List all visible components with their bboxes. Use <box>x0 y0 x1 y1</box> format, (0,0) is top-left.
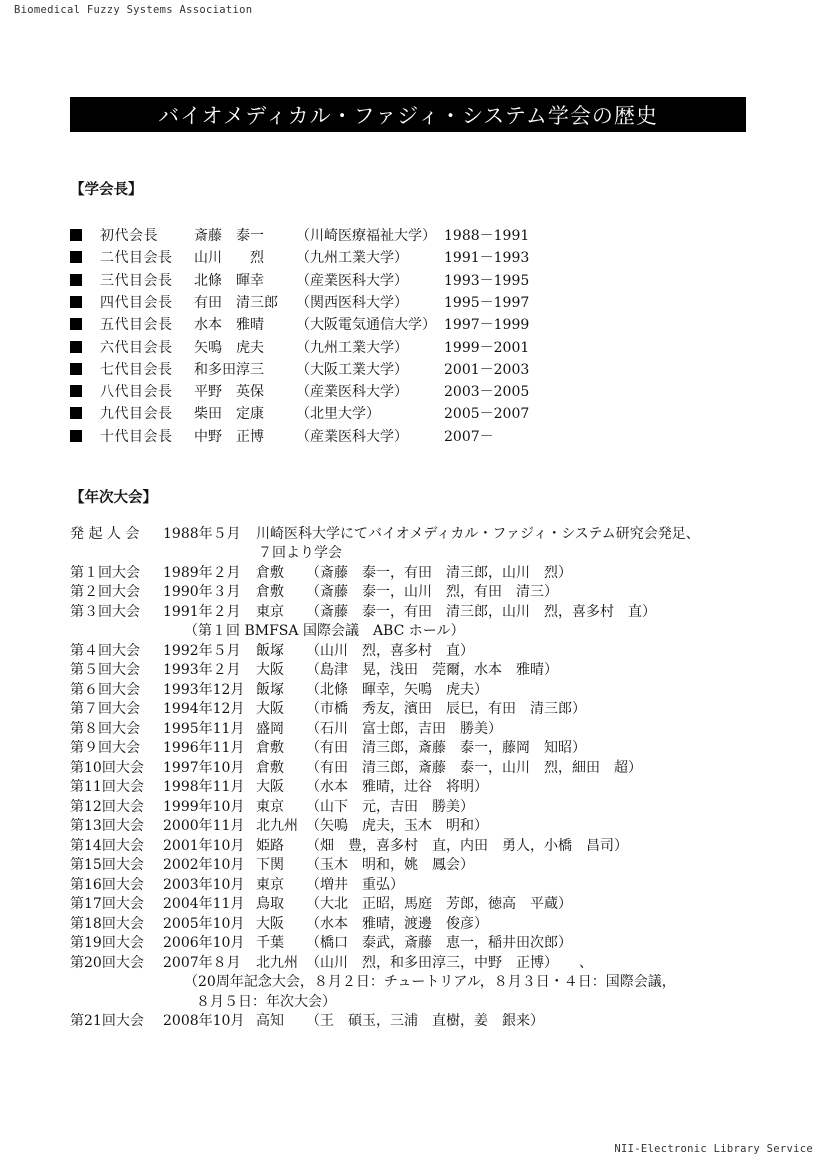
president-row <box>70 270 529 290</box>
square-bullet-icon <box>70 341 82 353</box>
meeting-description: （玉木 明和，姚 鳳会） <box>306 857 474 873</box>
meeting-label: 第15回大会 <box>70 857 144 873</box>
header-org-name: Biomedical Fuzzy Systems Association <box>14 4 253 16</box>
president-role: 九代目会長 <box>100 406 173 423</box>
meeting-date: 2003年10月 <box>163 876 245 893</box>
meeting-description: （山川 烈，和多田淳三，中野 正博） 、 <box>306 954 593 971</box>
square-bullet-icon <box>70 229 82 241</box>
meeting-date: 1993年２月 <box>163 662 241 678</box>
meeting-row <box>70 835 628 854</box>
meeting-row <box>70 777 488 796</box>
meeting-date: 1992年５月 <box>163 642 241 659</box>
president-row <box>70 337 529 357</box>
meeting-description: （市橋 秀友，濱田 辰巳，有田 清三郎） <box>306 701 586 717</box>
meeting-date: 2000年11月 <box>163 818 245 834</box>
meeting-description: （斎藤 泰一，有田 清三郎，山川 烈，喜多村 直） <box>306 603 656 620</box>
meeting-place: 鳥取 <box>256 896 284 912</box>
president-affiliation: （大阪電気通信大学） <box>296 317 436 334</box>
meeting-continuation: （第１回 BMFSA 国際会議 ABC ホール） <box>184 623 465 639</box>
square-bullet-icon <box>70 296 82 308</box>
meeting-row <box>70 1011 544 1030</box>
square-bullet-icon <box>70 363 82 375</box>
meeting-place: 飯塚 <box>256 642 284 659</box>
president-role: 十代目会長 <box>100 428 173 445</box>
meeting-row <box>70 816 488 835</box>
meeting-place: 大阪 <box>256 779 284 795</box>
meeting-date: 2006年10月 <box>163 935 245 951</box>
president-row <box>70 359 529 379</box>
president-row <box>70 314 529 334</box>
president-years: 2003－2005 <box>444 384 530 401</box>
president-name: 和多田淳三 <box>194 361 264 378</box>
meeting-description: （水本 雅晴，渡邊 俊彦） <box>306 915 488 932</box>
meeting-continuation: ８月５日：年次大会） <box>196 993 336 1010</box>
president-name: 矢鳴 虎夫 <box>194 339 264 356</box>
meeting-date: 1991年２月 <box>163 603 241 620</box>
president-name: 山川 烈 <box>194 250 264 267</box>
meeting-label: 第16回大会 <box>70 876 144 893</box>
meeting-label: 第４回大会 <box>70 642 140 659</box>
meeting-date: 1990年３月 <box>163 584 241 600</box>
meeting-date: 2002年10月 <box>163 857 245 873</box>
meetings-heading: 【年次大会】 <box>70 490 157 506</box>
meeting-date: 1993年12月 <box>163 681 245 698</box>
president-name: 北條 暉幸 <box>194 272 264 289</box>
meeting-row <box>70 757 642 776</box>
meeting-label: 第９回大会 <box>70 740 140 756</box>
square-bullet-icon <box>70 274 82 286</box>
square-bullet-icon <box>70 407 82 419</box>
president-years: 1997－1999 <box>444 317 530 334</box>
meeting-date: 1997年10月 <box>163 759 245 776</box>
meeting-place: 東京 <box>256 798 284 815</box>
president-row <box>70 292 529 312</box>
meeting-description: （大北 正昭，馬庭 芳郎，徳高 平蔵） <box>306 896 572 912</box>
meeting-date: 1999年10月 <box>163 798 245 815</box>
meeting-label: 第３回大会 <box>70 603 140 620</box>
meeting-label: 第17回大会 <box>70 896 144 912</box>
square-bullet-icon <box>70 385 82 397</box>
meeting-row <box>70 855 474 874</box>
meeting-label: 第14回大会 <box>70 837 144 854</box>
meeting-row <box>70 601 656 620</box>
president-role: 七代目会長 <box>100 361 173 378</box>
meeting-place: 大阪 <box>256 915 284 932</box>
meeting-date: 1994年12月 <box>163 701 245 717</box>
meeting-date: 2005年10月 <box>163 915 245 932</box>
president-years: 1988－1991 <box>444 228 530 244</box>
president-affiliation: （産業医科大学） <box>296 384 408 401</box>
meeting-date: 2007年８月 <box>163 954 241 971</box>
president-affiliation: （九州工業大学） <box>296 250 408 267</box>
meeting-place: 盛岡 <box>256 720 284 737</box>
square-bullet-icon <box>70 318 82 330</box>
meeting-place: 大阪 <box>256 662 284 678</box>
meeting-date: 1998年11月 <box>163 779 245 795</box>
meeting-description: （有田 清三郎，斎藤 泰一，山川 烈，細田 超） <box>306 759 642 776</box>
meeting-continuation: ７回より学会 <box>258 545 342 561</box>
president-name: 平野 英保 <box>194 384 264 401</box>
meeting-description: （有田 清三郎，斎藤 泰一，藤岡 知昭） <box>306 740 586 756</box>
president-affiliation: （産業医科大学） <box>296 272 408 289</box>
president-row <box>70 225 529 245</box>
president-name: 有田 清三郎 <box>194 294 278 311</box>
meeting-label: 第５回大会 <box>70 662 140 678</box>
meeting-row <box>70 952 593 971</box>
president-years: 1999－2001 <box>444 339 530 356</box>
meeting-description: （山下 元，吉田 勝美） <box>306 798 474 815</box>
meeting-row <box>70 679 488 698</box>
meeting-place: 倉敷 <box>256 740 284 756</box>
meeting-place: 倉敷 <box>256 759 284 776</box>
meeting-place: 下関 <box>256 857 284 873</box>
meeting-label: 第13回大会 <box>70 818 144 834</box>
president-role: 二代目会長 <box>100 250 173 267</box>
president-years: 2007－ <box>444 428 494 445</box>
meeting-date: 1996年11月 <box>163 740 245 756</box>
president-years: 1995－1997 <box>444 294 530 311</box>
meeting-label: 第21回大会 <box>70 1013 144 1029</box>
meeting-date: 2004年11月 <box>163 896 245 912</box>
president-row <box>70 381 529 401</box>
presidents-heading: 【学会長】 <box>70 182 143 198</box>
president-row <box>70 247 529 267</box>
meeting-place: 倉敷 <box>256 564 284 581</box>
president-name: 柴田 定康 <box>194 406 264 423</box>
meeting-date: 2001年10月 <box>163 837 245 854</box>
meeting-label: 第７回大会 <box>70 701 140 717</box>
president-years: 1993－1995 <box>444 272 530 289</box>
page-title: バイオメディカル・ファジィ・システム学会の歴史 <box>70 97 746 132</box>
meeting-row <box>70 913 488 932</box>
meeting-description: （水本 雅晴，辻谷 将明） <box>306 779 488 795</box>
meeting-label: 第２回大会 <box>70 584 140 600</box>
president-role: 五代目会長 <box>100 317 173 334</box>
meeting-row <box>70 562 572 581</box>
meeting-description: （山川 烈，喜多村 直） <box>306 642 474 659</box>
meeting-date: 1995年11月 <box>163 720 245 737</box>
meeting-description: （畑 豊，喜多村 直，内田 勇人，小橋 昌司） <box>306 837 628 854</box>
meeting-date: 1988年５月 <box>163 525 241 542</box>
meeting-label: 第10回大会 <box>70 759 144 776</box>
meeting-description: （北條 暉幸，矢鳴 虎夫） <box>306 681 488 698</box>
square-bullet-icon <box>70 430 82 442</box>
meeting-description: （王 碩玉，三浦 直樹，姜 銀来） <box>306 1013 544 1029</box>
president-role: 三代目会長 <box>100 272 173 289</box>
president-affiliation: （北里大学） <box>296 406 380 423</box>
meeting-date: 2008年10月 <box>163 1013 245 1029</box>
meeting-row <box>70 640 474 659</box>
president-row <box>70 403 529 423</box>
meeting-row <box>70 582 558 601</box>
meeting-place: 北九州 <box>256 954 298 971</box>
president-affiliation: （関西医科大学） <box>296 294 408 311</box>
meeting-row <box>70 933 572 952</box>
meeting-label: 第８回大会 <box>70 720 140 737</box>
meeting-label: 第11回大会 <box>70 779 144 795</box>
meeting-label: 第１回大会 <box>70 564 140 581</box>
meeting-row <box>70 699 586 718</box>
meeting-label: 第６回大会 <box>70 681 140 698</box>
meeting-date: 1989年２月 <box>163 564 241 581</box>
meeting-description: （増井 重弘） <box>306 876 404 893</box>
meeting-place: 倉敷 <box>256 584 284 600</box>
president-years: 1991－1993 <box>444 250 530 267</box>
meeting-row <box>70 738 586 757</box>
meeting-description: （島津 晃，浅田 莞爾，水本 雅晴） <box>306 662 558 678</box>
president-affiliation: （川崎医療福祉大学） <box>296 228 436 244</box>
footer-service-name: NII-Electronic Library Service <box>614 1143 813 1155</box>
president-affiliation: （九州工業大学） <box>296 339 408 356</box>
meeting-row <box>70 718 502 737</box>
meeting-place: 姫路 <box>256 837 284 854</box>
meeting-row <box>70 523 700 542</box>
meeting-continuation: （20周年記念大会，８月２日：チュートリアル，８月３日・４日：国際会議， <box>184 974 676 990</box>
meeting-label: 第12回大会 <box>70 798 144 815</box>
meeting-label: 第20回大会 <box>70 954 144 971</box>
meeting-place: 東京 <box>256 603 284 620</box>
meeting-place: 飯塚 <box>256 681 284 698</box>
president-years: 2005－2007 <box>444 406 530 423</box>
meeting-row <box>70 660 558 679</box>
president-affiliation: （大阪工業大学） <box>296 361 408 378</box>
square-bullet-icon <box>70 251 82 263</box>
meeting-place: 大阪 <box>256 701 284 717</box>
president-name: 斎藤 泰一 <box>194 228 264 244</box>
meeting-label: 発 起 人 会 <box>70 525 140 542</box>
meeting-place: 北九州 <box>256 818 298 834</box>
president-row <box>70 426 494 446</box>
meeting-row <box>70 894 572 913</box>
president-role: 四代目会長 <box>100 294 173 311</box>
meeting-place: 高知 <box>256 1013 284 1029</box>
president-role: 八代目会長 <box>100 384 173 401</box>
meeting-place: 千葉 <box>256 935 284 951</box>
president-years: 2001－2003 <box>444 361 530 378</box>
meeting-description: （斎藤 泰一，有田 清三郎，山川 烈） <box>306 564 572 581</box>
meeting-place: 東京 <box>256 876 284 893</box>
meeting-description: （橋口 泰武，斎藤 恵一，稲井田次郎） <box>306 935 572 951</box>
meeting-description: 川崎医科大学にてバイオメディカル・ファジィ・システム研究会発足、 <box>256 525 700 542</box>
president-name: 中野 正博 <box>194 428 264 445</box>
meeting-description: （矢鳴 虎夫，玉木 明和） <box>306 818 488 834</box>
meeting-description: （斎藤 泰一，山川 烈，有田 清三） <box>306 584 558 600</box>
president-role: 初代会長 <box>100 228 158 244</box>
meeting-row <box>70 796 474 815</box>
meeting-label: 第19回大会 <box>70 935 144 951</box>
president-affiliation: （産業医科大学） <box>296 428 408 445</box>
president-name: 水本 雅晴 <box>194 317 264 334</box>
president-role: 六代目会長 <box>100 339 173 356</box>
meeting-row <box>70 874 404 893</box>
meeting-label: 第18回大会 <box>70 915 144 932</box>
meeting-description: （石川 富士郎，吉田 勝美） <box>306 720 502 737</box>
